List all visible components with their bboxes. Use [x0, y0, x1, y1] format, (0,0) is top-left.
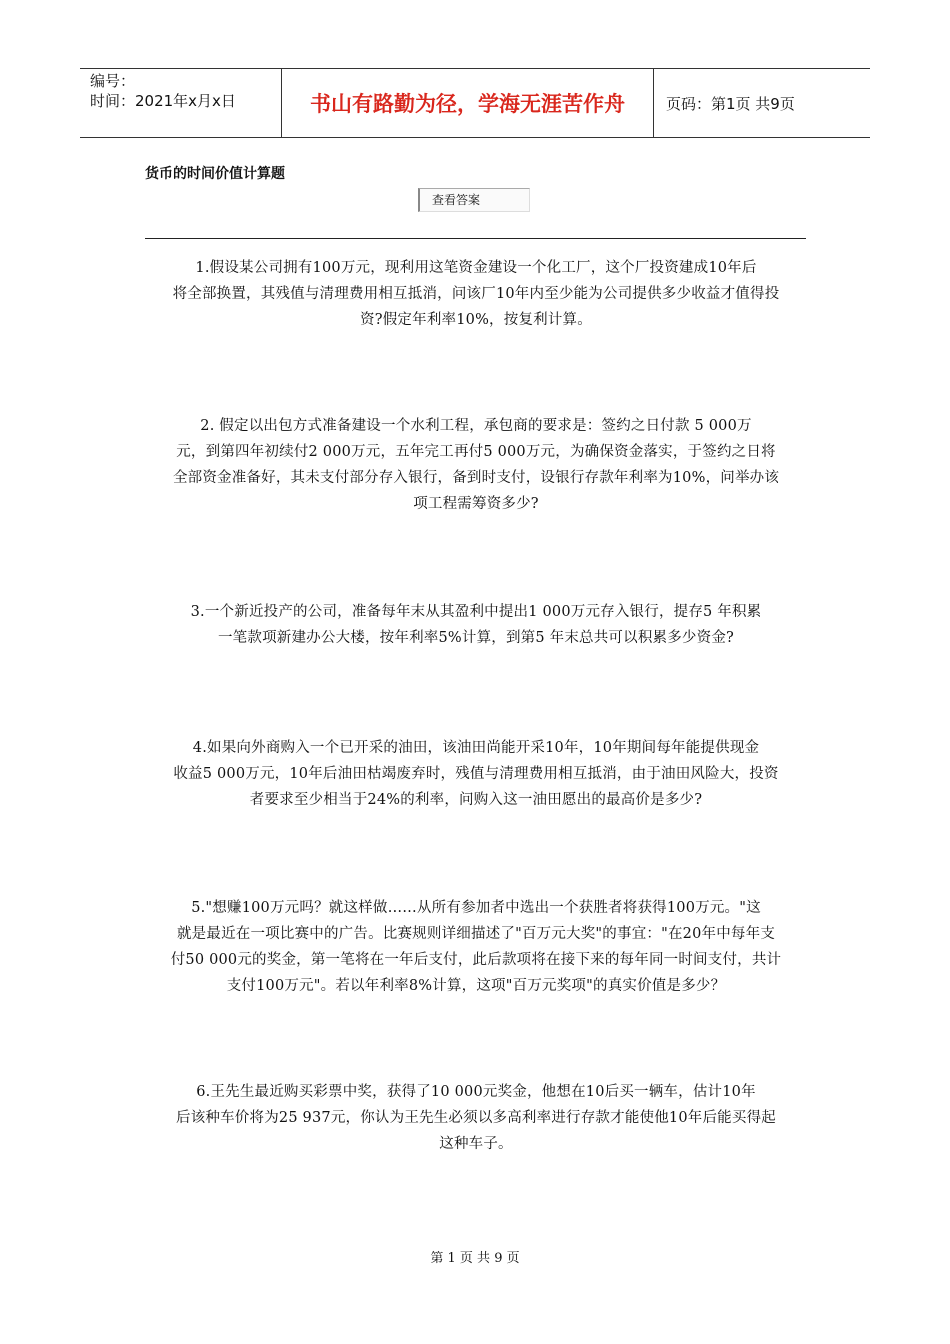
question-line: 6.王先生最近购买彩票中奖，获得了10 000元奖金，他想在10后买一辆车，估计10年 [196, 1084, 756, 1100]
question-line: 4.如果向外商购入一个已开采的油田，该油田尚能开采10年，10年期间每年能提供现金 [192, 740, 760, 756]
question-1 [145, 255, 807, 333]
question-line: 资?假定年利率10%，按复利计算。 [360, 312, 592, 328]
question-line: 2. 假定以出包方式准备建设一个水利工程，承包商的要求是：签约之日付款 5 000万 [200, 418, 752, 434]
question-line: 者要求至少相当于24%的利率，问购入这一油田愿出的最高价是多少? [249, 792, 703, 808]
question-4 [145, 735, 807, 813]
question-line: 就是最近在一项比赛中的广告。比赛规则详细描述了"百万元大奖"的事宜："在20年中每年支 [176, 926, 776, 942]
time-label: 时间：2021年x月x日 [90, 92, 236, 110]
question-line: 后该种车价将为25 937元，你认为王先生必须以多高利率进行存款才能使他10年后能买得起 [176, 1110, 776, 1126]
title-divider [145, 238, 806, 239]
question-line: 元，到第四年初续付2 000万元，五年完工再付5 000万元，为确保资金落实，于签约之日将 [176, 444, 776, 460]
question-line: 支付100万元"。若以年利率8%计算，这项"百万元奖项"的真实价值是多少？ [226, 978, 726, 994]
question-3 [145, 599, 807, 651]
question-line: 全部资金准备好，其未支付部分存入银行，备到时支付，设银行存款年利率为10%，问举办该 [172, 470, 780, 486]
question-6 [145, 1079, 807, 1157]
header-page-label: 页码：第1页 共9页 [666, 94, 795, 113]
question-line: 收益5 000万元，10年后油田枯竭废弃时，残值与清理费用相互抵消，由于油田风险大，投资 [173, 766, 779, 782]
header-table [80, 68, 870, 138]
question-2 [145, 413, 807, 517]
question-5 [145, 895, 807, 999]
view-answer-button[interactable]: 查看答案 [418, 188, 530, 212]
question-line: 1.假设某公司拥有100万元，现利用这笔资金建设一个化工厂，这个厂投资建成10年后 [195, 260, 757, 276]
number-label: 编号： [90, 72, 136, 90]
question-line: 一笔款项新建办公大楼，按年利率5%计算，到第5 年末总共可以积累多少资金? [217, 630, 734, 646]
header-motto: 书山有路勤为径，学海无涯苦作舟 [282, 69, 654, 137]
question-line: 将全部换置，其残值与清理费用相互抵消，问该厂10年内至少能为公司提供多少收益才值得投 [172, 286, 780, 302]
question-line: 5."想赚100万元吗？就这样做……从所有参加者中选出一个获胜者将获得100万元。"这 [191, 900, 761, 916]
header-info-cell [80, 69, 282, 137]
question-line: 这种车子。 [439, 1136, 513, 1152]
question-line: 项工程需筹资多少? [413, 496, 539, 512]
question-line: 3.一个新近投产的公司，准备每年末从其盈利中提出1 000万元存入银行，提存5 年积累 [190, 604, 762, 620]
document-title: 货币的时间价值计算题 [145, 166, 285, 182]
page-footer: 第 1 页 共 9 页 [430, 1251, 520, 1266]
question-line: 付50 000元的奖金，第一笔将在一年后支付，此后款项将在接下来的每年同一时间支付，共计 [170, 952, 782, 968]
